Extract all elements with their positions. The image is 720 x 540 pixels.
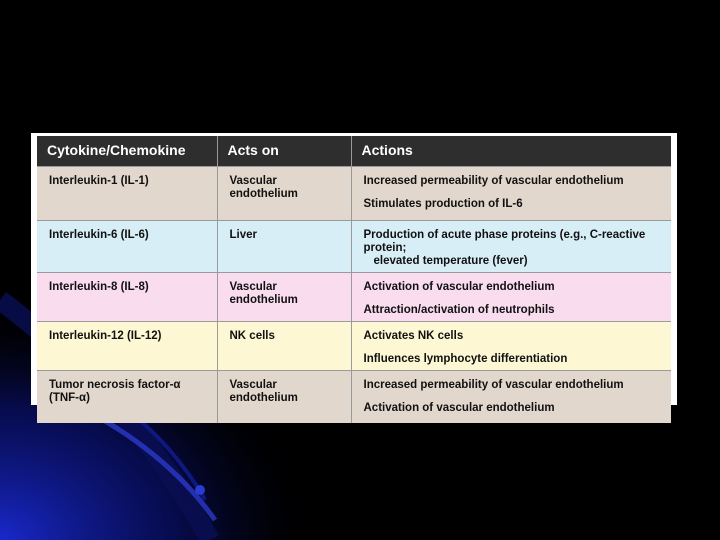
table-row <box>37 273 671 322</box>
cell-actions <box>351 322 671 371</box>
action-text: Activation of vascular endothelium <box>363 281 555 293</box>
header-acts-on: Acts on <box>217 136 351 167</box>
cell-acts-on: NK cells <box>217 322 351 371</box>
cell-acts-on: Liver <box>217 221 351 273</box>
table-row <box>37 221 671 273</box>
cytokine-table <box>37 136 671 423</box>
cell-actions <box>351 273 671 322</box>
cell-acts-on: Vascular endothelium <box>217 167 351 221</box>
cell-cytokine: Tumor necrosis factor-α (TNF-α) <box>37 371 217 423</box>
cell-acts-on: Vascular endothelium <box>217 273 351 322</box>
action-text: Stimulates production of IL-6 <box>363 198 523 210</box>
action-text: Production of acute phase proteins (e.g., C-reactive protein; <box>363 229 646 254</box>
cell-actions <box>351 167 671 221</box>
cell-cytokine: Interleukin-8 (IL-8) <box>37 273 217 322</box>
table-row <box>37 167 671 221</box>
action-text: elevated temperature (fever) <box>373 255 528 267</box>
header-cytokine: Cytokine/Chemokine <box>37 136 217 167</box>
action-text: Activates NK cells <box>363 330 464 342</box>
action-text: Activation of vascular endothelium <box>363 402 555 414</box>
table-header-row <box>37 136 671 167</box>
table-row <box>37 322 671 371</box>
cytokine-table-frame <box>31 133 677 414</box>
action-text: Increased permeability of vascular endothelium <box>363 175 624 187</box>
cell-actions <box>351 371 671 423</box>
cell-acts-on: Vascular endothelium <box>217 371 351 423</box>
action-text: Increased permeability of vascular endothelium <box>363 379 624 391</box>
cell-actions <box>351 221 671 273</box>
header-actions: Actions <box>351 136 671 167</box>
action-text: Attraction/activation of neutrophils <box>363 304 555 316</box>
cell-cytokine: Interleukin-12 (IL-12) <box>37 322 217 371</box>
cell-cytokine: Interleukin-1 (IL-1) <box>37 167 217 221</box>
table-row <box>37 371 671 423</box>
action-text: Influences lymphocyte differentiation <box>363 353 568 365</box>
cell-cytokine: Interleukin-6 (IL-6) <box>37 221 217 273</box>
